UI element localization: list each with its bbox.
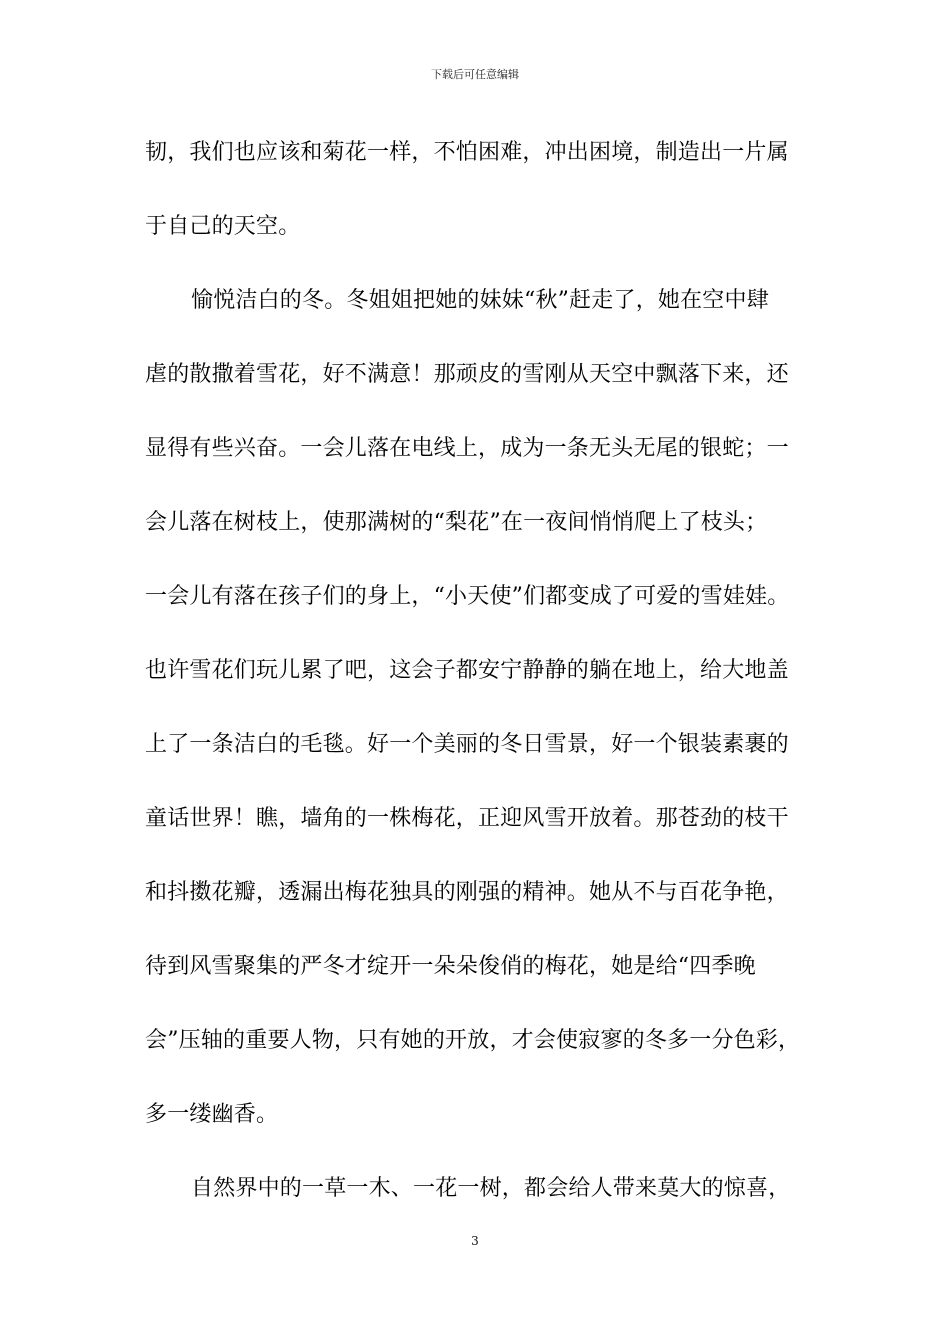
text-line: 韧，我们也应该和菊花一样，不怕困难，冲出困境，制造出一片属 bbox=[145, 140, 789, 165]
page-header: 下载后可任意编辑 bbox=[431, 68, 519, 81]
paragraph-start-line: 愉悦洁白的冬。冬姐姐把她的妹妹“秋”赶走了，她在空中肆 bbox=[191, 288, 769, 313]
paragraph-start-line: 自然界中的一草一木、一花一树，都会给人带来莫大的惊喜， bbox=[191, 1176, 791, 1201]
text-line: 显得有些兴奋。一会儿落在电线上，成为一条无头无尾的银蛇；一 bbox=[145, 436, 789, 461]
text-line: 童话世界！瞧，墙角的一株梅花，正迎风雪开放着。那苍劲的枝干 bbox=[145, 806, 789, 831]
text-line: 一会儿有落在孩子们的身上，“小天使”们都变成了可爱的雪娃娃。 bbox=[145, 584, 790, 609]
text-line: 上了一条洁白的毛毯。好一个美丽的冬日雪景，好一个银装素裹的 bbox=[145, 732, 789, 757]
text-line: 会儿落在树枝上，使那满树的“梨花”在一夜间悄悄爬上了枝头； bbox=[145, 510, 768, 535]
text-line: 于自己的天空。 bbox=[145, 214, 301, 239]
document-body bbox=[145, 116, 825, 1226]
text-line: 多一缕幽香。 bbox=[145, 1102, 279, 1127]
text-line: 会”压轴的重要人物，只有她的开放，才会使寂寥的冬多一分色彩， bbox=[145, 1028, 801, 1053]
text-line: 虐的散撒着雪花，好不满意！那顽皮的雪刚从天空中飘落下来，还 bbox=[145, 362, 789, 387]
text-line: 也许雪花们玩儿累了吧，这会子都安宁静静的躺在地上，给大地盖 bbox=[145, 658, 789, 683]
page-number: 3 bbox=[471, 1234, 479, 1248]
text-line: 待到风雪聚集的严冬才绽开一朵朵俊俏的梅花，她是给“四季晚 bbox=[145, 954, 756, 979]
text-line: 和抖擞花瓣，透漏出梅花独具的刚强的精神。她从不与百花争艳， bbox=[145, 880, 789, 905]
